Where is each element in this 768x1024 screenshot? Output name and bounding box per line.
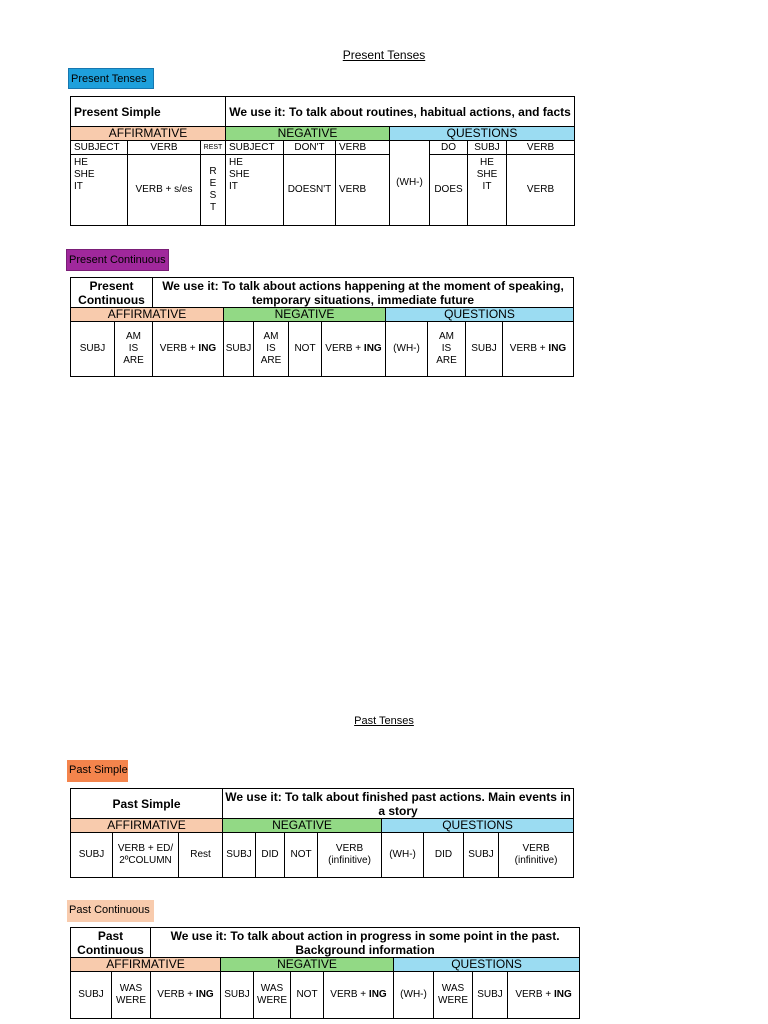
col-neg-subject: SUBJECT	[226, 141, 284, 155]
present-simple-table	[70, 96, 575, 226]
tense-usage: We use it: To talk about action in progress in some point in the past. Background information	[151, 928, 580, 958]
col-verb: VERB	[128, 141, 201, 155]
ing-text: ING	[553, 989, 572, 1000]
cell-wh: (WH-)	[390, 141, 430, 226]
cell-neg-subj: SUBJ	[223, 833, 256, 878]
questions-header: QUESTIONS	[394, 958, 580, 972]
ing-text: ING	[368, 989, 387, 1000]
cell-be: AM IS ARE	[115, 322, 153, 377]
cell-verb-ing	[153, 322, 224, 377]
tense-usage: We use it: To talk about finished past actions. Main events in a story	[223, 789, 574, 819]
col-neg-verb: VERB	[336, 141, 390, 155]
cell-neg-verb-ing	[322, 322, 386, 377]
affirmative-header: AFFIRMATIVE	[71, 958, 221, 972]
cell-q-be: AM IS ARE	[428, 322, 466, 377]
col-q-verb: VERB	[507, 141, 575, 155]
past-simple-table	[70, 788, 574, 878]
cell-subjects: HE SHE IT	[71, 155, 128, 226]
tense-name: Present Continuous	[71, 278, 153, 308]
present-continuous-tag: Present Continuous	[66, 249, 169, 271]
affirmative-header: AFFIRMATIVE	[71, 308, 224, 322]
verb-text: VERB +	[509, 343, 549, 354]
col-rest: REST	[201, 141, 226, 155]
cell-q-subj: SUBJ	[466, 322, 503, 377]
cell-neg-subj: SUBJ	[221, 972, 254, 1019]
cell-neg-subj: SUBJ	[224, 322, 254, 377]
cell-q-verb: VERB	[507, 155, 575, 226]
cell-neg-verb: VERB	[336, 155, 390, 226]
past-simple-tag: Past Simple	[67, 760, 128, 782]
present-continuous-table	[70, 277, 574, 377]
present-tenses-tag: Present Tenses	[68, 68, 154, 89]
cell-not: NOT	[291, 972, 324, 1019]
past-continuous-tag: Past Continuous	[67, 900, 154, 922]
cell-did: DID	[256, 833, 285, 878]
col-do: DO	[430, 141, 468, 155]
cell-wh: (WH-)	[382, 833, 424, 878]
questions-header: QUESTIONS	[382, 819, 574, 833]
cell-neg-verb-ing	[324, 972, 394, 1019]
cell-q-verb-infinitive: VERB (infinitive)	[499, 833, 574, 878]
cell-verb-ed: VERB + ED/ 2ºCOLUMN	[113, 833, 179, 878]
col-subj: SUBJ	[468, 141, 507, 155]
cell-wh: (WH-)	[394, 972, 434, 1019]
ing-text: ING	[198, 343, 217, 354]
cell-be: WAS WERE	[112, 972, 151, 1019]
cell-q-did: DID	[424, 833, 464, 878]
cell-verb-infinitive: VERB (infinitive)	[318, 833, 382, 878]
cell-q-be: WAS WERE	[434, 972, 473, 1019]
verb-text: VERB +	[330, 989, 369, 1000]
cell-rest: R E S T	[201, 155, 226, 226]
present-tenses-title: Present Tenses	[342, 48, 426, 62]
verb-text: VERB +	[159, 343, 199, 354]
questions-header: QUESTIONS	[390, 127, 575, 141]
cell-subj: SUBJ	[71, 972, 112, 1019]
cell-not: NOT	[289, 322, 322, 377]
ing-text: ING	[195, 989, 214, 1000]
col-dont: DON'T	[284, 141, 336, 155]
past-tenses-title: Past Tenses	[354, 715, 414, 727]
questions-header: QUESTIONS	[386, 308, 574, 322]
negative-header: NEGATIVE	[223, 819, 382, 833]
cell-q-verb-ing	[508, 972, 580, 1019]
cell-verb-ing	[151, 972, 221, 1019]
cell-q-subjects: HE SHE IT	[468, 155, 507, 226]
tense-name: Present Simple	[71, 97, 226, 127]
tense-usage: We use it: To talk about actions happening at the moment of speaking, temporary situations, immediate future	[153, 278, 574, 308]
negative-header: NEGATIVE	[221, 958, 394, 972]
tense-name: Past Continuous	[71, 928, 151, 958]
verb-text: VERB +	[515, 989, 554, 1000]
negative-header: NEGATIVE	[226, 127, 390, 141]
affirmative-header: AFFIRMATIVE	[71, 127, 226, 141]
cell-neg-be: AM IS ARE	[254, 322, 289, 377]
cell-not: NOT	[285, 833, 318, 878]
tense-usage: We use it: To talk about routines, habitual actions, and facts	[226, 97, 575, 127]
cell-wh: (WH-)	[386, 322, 428, 377]
cell-subj: SUBJ	[71, 833, 113, 878]
cell-subj: SUBJ	[71, 322, 115, 377]
cell-neg-subjects: HE SHE IT	[226, 155, 284, 226]
cell-does: DOES	[430, 155, 468, 226]
cell-verb: VERB + s/es	[128, 155, 201, 226]
cell-q-subj: SUBJ	[464, 833, 499, 878]
verb-text: VERB +	[157, 989, 196, 1000]
col-subject: SUBJECT	[71, 141, 128, 155]
cell-q-subj: SUBJ	[473, 972, 508, 1019]
cell-rest: Rest	[179, 833, 223, 878]
cell-neg-be: WAS WERE	[254, 972, 291, 1019]
affirmative-header: AFFIRMATIVE	[71, 819, 223, 833]
verb-text: VERB +	[325, 343, 364, 354]
cell-q-verb-ing	[503, 322, 574, 377]
past-continuous-table	[70, 927, 580, 1019]
ing-text: ING	[548, 343, 567, 354]
cell-doesnt: DOESN'T	[284, 155, 336, 226]
tense-name: Past Simple	[71, 789, 223, 819]
negative-header: NEGATIVE	[224, 308, 386, 322]
ing-text: ING	[363, 343, 382, 354]
